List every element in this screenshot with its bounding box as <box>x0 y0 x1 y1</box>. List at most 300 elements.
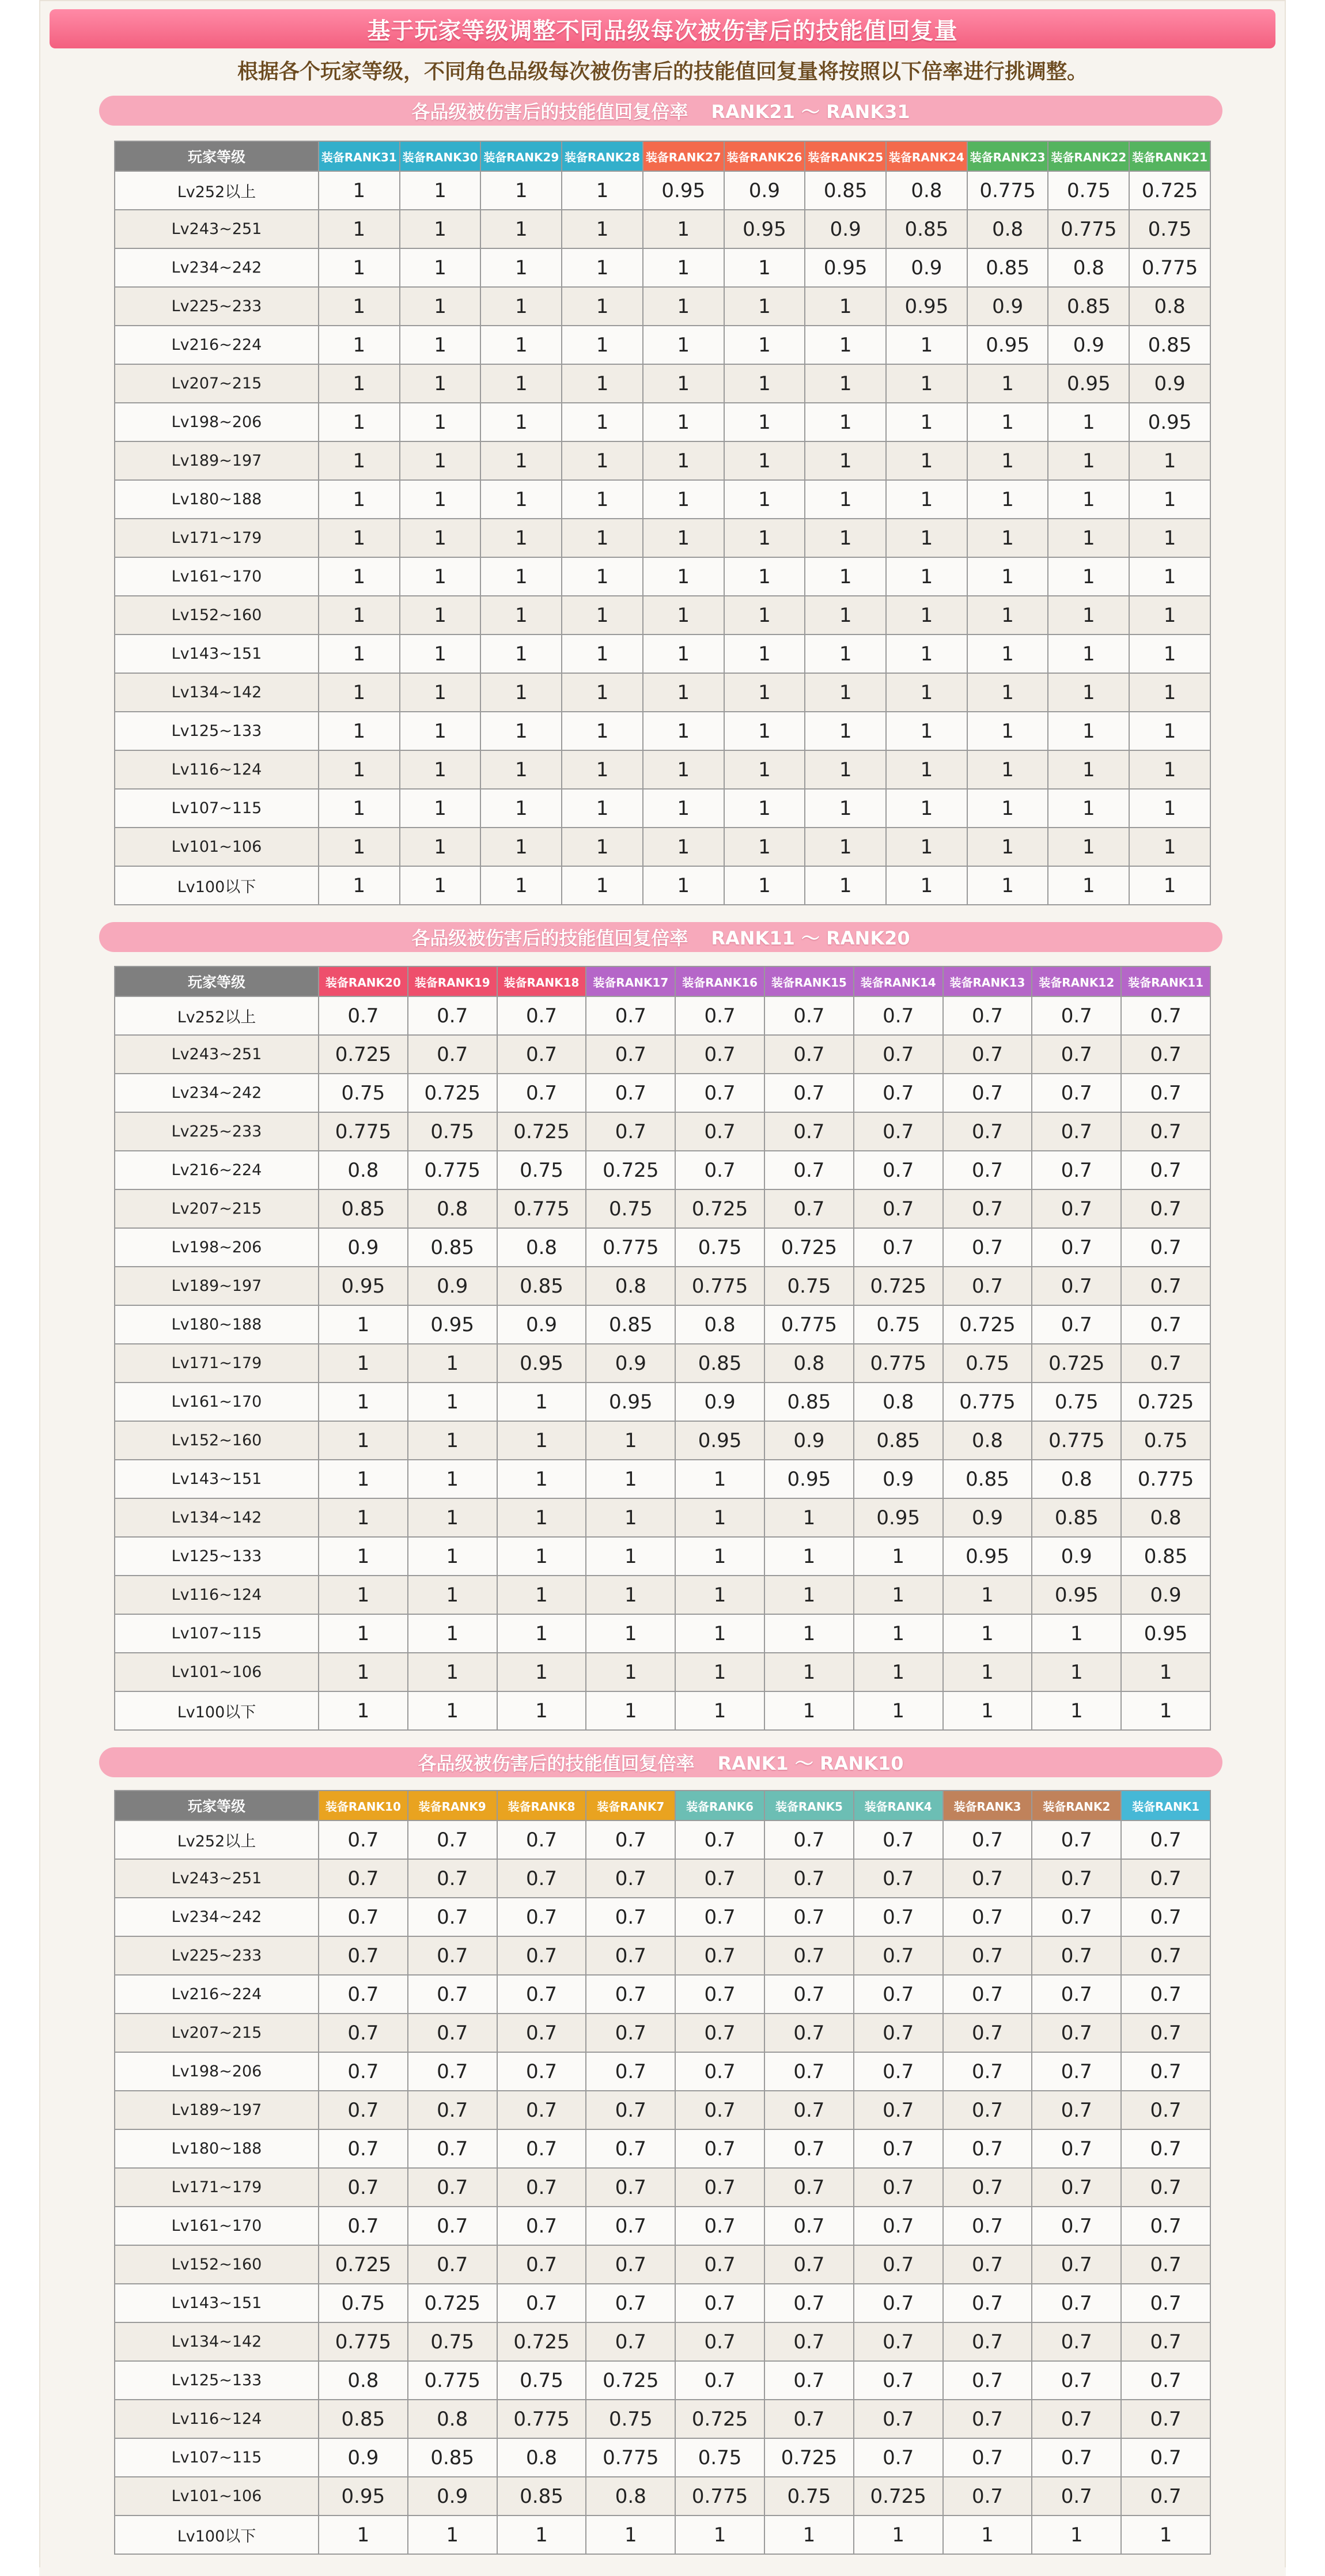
multiplier-cell: 0.7 <box>319 2014 408 2052</box>
multiplier-cell: 0.7 <box>1121 1936 1210 1975</box>
multiplier-cell: 1 <box>497 1421 586 1460</box>
multiplier-cell: 0.7 <box>675 1112 764 1151</box>
multiplier-cell: 0.725 <box>675 2400 764 2438</box>
table-row <box>115 2091 1210 2129</box>
multiplier-cell: 0.7 <box>1032 996 1121 1035</box>
multiplier-cell: 0.7 <box>497 1936 586 1975</box>
multiplier-cell: 1 <box>480 441 562 480</box>
multiplier-cell: 0.7 <box>586 1898 675 1936</box>
multiplier-cell: 1 <box>319 287 400 326</box>
multiplier-cell: 0.7 <box>1032 2477 1121 2515</box>
multiplier-cell: 0.8 <box>408 2400 497 2438</box>
multiplier-cell: 0.7 <box>675 2091 764 2129</box>
multiplier-cell: 1 <box>943 1653 1032 1691</box>
multiplier-cell: 0.7 <box>854 2091 943 2129</box>
section-title <box>99 922 1222 952</box>
table-row <box>115 2207 1210 2245</box>
table-row <box>115 1653 1210 1691</box>
multiplier-cell: 1 <box>724 287 805 326</box>
multiplier-cell: 0.7 <box>943 1898 1032 1936</box>
multiplier-cell: 1 <box>480 634 562 673</box>
multiplier-cell: 0.75 <box>497 2361 586 2400</box>
multiplier-cell: 0.7 <box>497 1898 586 1936</box>
multiplier-cell: 0.7 <box>319 1975 408 2014</box>
player-level-cell: Lv101~106 <box>115 2477 319 2515</box>
multiplier-cell: 0.9 <box>408 2477 497 2515</box>
multiplier-cell: 1 <box>724 557 805 596</box>
multiplier-cell: 1 <box>643 634 724 673</box>
table-row <box>115 210 1210 248</box>
multiplier-cell: 1 <box>1048 519 1129 557</box>
multiplier-cell: 1 <box>586 1460 675 1498</box>
player-level-cell: Lv161~170 <box>115 557 319 596</box>
multiplier-cell: 0.7 <box>943 2168 1032 2207</box>
multiplier-cell: 0.7 <box>675 1151 764 1189</box>
multiplier-cell: 1 <box>764 1691 854 1730</box>
multiplier-cell: 1 <box>1048 596 1129 634</box>
multiplier-cell: 0.7 <box>1032 2322 1121 2361</box>
multiplier-cell: 0.725 <box>319 2245 408 2284</box>
multiplier-cell: 0.7 <box>675 1035 764 1074</box>
multiplier-cell: 1 <box>400 210 481 248</box>
multiplier-cell: 0.7 <box>408 2091 497 2129</box>
player-level-cell: Lv101~106 <box>115 828 319 866</box>
multiplier-cell: 0.95 <box>497 1344 586 1383</box>
multiplier-cell: 1 <box>886 364 967 403</box>
multiplier-cell: 1 <box>586 1421 675 1460</box>
multiplier-cell: 0.7 <box>675 1859 764 1898</box>
page-frame-bottom <box>39 2567 1286 2576</box>
rank-table <box>114 966 1211 1731</box>
multiplier-cell: 1 <box>886 480 967 519</box>
multiplier-cell: 0.7 <box>854 1228 943 1267</box>
multiplier-cell: 0.7 <box>943 1975 1032 2014</box>
multiplier-cell: 0.75 <box>1129 210 1210 248</box>
multiplier-cell: 1 <box>319 403 400 441</box>
table-row <box>115 828 1210 866</box>
table-row <box>115 1898 1210 1936</box>
multiplier-cell: 1 <box>400 866 481 905</box>
table-row <box>115 1537 1210 1576</box>
multiplier-cell: 0.775 <box>319 1112 408 1151</box>
table-row <box>115 1151 1210 1189</box>
multiplier-cell: 0.7 <box>1032 1898 1121 1936</box>
multiplier-cell: 1 <box>497 1614 586 1653</box>
table-row <box>115 1460 1210 1498</box>
multiplier-cell: 0.7 <box>586 2245 675 2284</box>
multiplier-cell: 0.8 <box>319 2361 408 2400</box>
multiplier-cell: 1 <box>1129 828 1210 866</box>
multiplier-cell: 1 <box>319 634 400 673</box>
multiplier-cell: 0.85 <box>1032 1498 1121 1537</box>
rank-column-header: 装备RANK14 <box>854 966 943 996</box>
multiplier-cell: 1 <box>643 557 724 596</box>
multiplier-cell: 1 <box>1048 750 1129 789</box>
player-level-cell: Lv143~151 <box>115 1460 319 1498</box>
table-row <box>115 1614 1210 1653</box>
multiplier-cell: 0.95 <box>943 1537 1032 1576</box>
multiplier-cell: 0.7 <box>764 996 854 1035</box>
multiplier-cell: 1 <box>319 596 400 634</box>
multiplier-cell: 0.7 <box>497 2014 586 2052</box>
multiplier-cell: 1 <box>643 866 724 905</box>
multiplier-cell: 0.7 <box>764 2129 854 2168</box>
multiplier-cell: 0.7 <box>586 2284 675 2322</box>
multiplier-cell: 1 <box>805 557 886 596</box>
multiplier-cell: 1 <box>886 634 967 673</box>
rank-column-header: 装备RANK7 <box>586 1791 675 1820</box>
multiplier-cell: 0.9 <box>1032 1537 1121 1576</box>
table-row <box>115 2284 1210 2322</box>
player-level-cell: Lv171~179 <box>115 2168 319 2207</box>
multiplier-cell: 0.7 <box>943 2014 1032 2052</box>
multiplier-cell: 0.8 <box>764 1344 854 1383</box>
rank-column-header: 装备RANK4 <box>854 1791 943 1820</box>
multiplier-cell: 0.7 <box>764 1074 854 1112</box>
rank-column-header: 装备RANK6 <box>675 1791 764 1820</box>
multiplier-cell: 0.7 <box>408 2207 497 2245</box>
multiplier-cell: 1 <box>480 171 562 210</box>
multiplier-cell: 0.725 <box>943 1305 1032 1344</box>
multiplier-cell: 1 <box>586 1576 675 1614</box>
multiplier-cell: 0.7 <box>408 1859 497 1898</box>
multiplier-cell: 1 <box>480 403 562 441</box>
player-level-cell: Lv189~197 <box>115 1267 319 1305</box>
multiplier-cell: 1 <box>400 171 481 210</box>
multiplier-cell: 0.75 <box>943 1344 1032 1383</box>
multiplier-cell: 1 <box>724 326 805 364</box>
rank-column-header: 装备RANK31 <box>319 141 400 171</box>
multiplier-cell: 0.725 <box>408 2284 497 2322</box>
table-row <box>115 1859 1210 1898</box>
multiplier-cell: 0.85 <box>854 1421 943 1460</box>
multiplier-cell: 1 <box>805 789 886 828</box>
section-rank-range: RANK1 ～ RANK10 <box>717 1752 904 1774</box>
table-row <box>115 2168 1210 2207</box>
multiplier-cell: 1 <box>586 1653 675 1691</box>
multiplier-cell: 1 <box>943 1614 1032 1653</box>
player-level-cell: Lv101~106 <box>115 1653 319 1691</box>
multiplier-cell: 1 <box>319 673 400 712</box>
multiplier-cell: 1 <box>497 1691 586 1730</box>
multiplier-cell: 1 <box>724 248 805 287</box>
multiplier-cell: 0.7 <box>1121 2014 1210 2052</box>
rank-column-header: 装备RANK19 <box>408 966 497 996</box>
player-level-cell: Lv152~160 <box>115 2245 319 2284</box>
multiplier-cell: 0.9 <box>319 1228 408 1267</box>
multiplier-cell: 1 <box>1129 866 1210 905</box>
multiplier-cell: 0.75 <box>854 1305 943 1344</box>
page-subtitle: 根据各个玩家等级，不同角色品级每次被伤害后的技能值回复量将按照以下倍率进行挑调整。 <box>237 60 1088 84</box>
multiplier-cell: 1 <box>497 1576 586 1614</box>
multiplier-cell: 0.75 <box>586 1189 675 1228</box>
multiplier-cell: 0.7 <box>854 2361 943 2400</box>
player-level-cell: Lv207~215 <box>115 1189 319 1228</box>
multiplier-cell: 1 <box>724 364 805 403</box>
player-level-cell: Lv125~133 <box>115 712 319 750</box>
multiplier-cell: 1 <box>805 750 886 789</box>
multiplier-cell: 0.7 <box>764 1936 854 1975</box>
player-level-cell: Lv198~206 <box>115 1228 319 1267</box>
multiplier-cell: 0.7 <box>497 2284 586 2322</box>
multiplier-cell: 1 <box>805 326 886 364</box>
player-level-cell: Lv198~206 <box>115 2052 319 2091</box>
multiplier-cell: 1 <box>886 828 967 866</box>
multiplier-cell: 0.7 <box>408 1936 497 1975</box>
multiplier-cell: 1 <box>967 789 1048 828</box>
table-row <box>115 326 1210 364</box>
multiplier-cell: 0.7 <box>319 2052 408 2091</box>
multiplier-cell: 1 <box>643 673 724 712</box>
multiplier-cell: 0.7 <box>943 2361 1032 2400</box>
multiplier-cell: 0.7 <box>1121 2168 1210 2207</box>
multiplier-cell: 1 <box>1129 557 1210 596</box>
multiplier-cell: 1 <box>408 1383 497 1421</box>
multiplier-cell: 1 <box>967 750 1048 789</box>
multiplier-cell: 1 <box>319 1421 408 1460</box>
multiplier-cell: 1 <box>643 364 724 403</box>
multiplier-cell: 0.95 <box>1048 364 1129 403</box>
multiplier-cell: 1 <box>724 750 805 789</box>
table-row <box>115 712 1210 750</box>
multiplier-cell: 1 <box>675 1460 764 1498</box>
multiplier-cell: 0.7 <box>1121 2284 1210 2322</box>
multiplier-cell: 0.85 <box>497 1267 586 1305</box>
multiplier-cell: 1 <box>854 2515 943 2554</box>
multiplier-cell: 0.7 <box>854 1112 943 1151</box>
rank-column-header: 装备RANK3 <box>943 1791 1032 1820</box>
table-row <box>115 1498 1210 1537</box>
player-level-cell: Lv180~188 <box>115 1305 319 1344</box>
multiplier-cell: 0.7 <box>675 1975 764 2014</box>
multiplier-cell: 0.7 <box>764 1035 854 1074</box>
table-row <box>115 996 1210 1035</box>
multiplier-cell: 1 <box>886 403 967 441</box>
multiplier-cell: 1 <box>764 1537 854 1576</box>
multiplier-cell: 1 <box>319 1305 408 1344</box>
multiplier-cell: 0.85 <box>497 2477 586 2515</box>
multiplier-cell: 0.7 <box>854 1898 943 1936</box>
table-row <box>115 403 1210 441</box>
multiplier-cell: 1 <box>724 712 805 750</box>
multiplier-cell: 0.725 <box>586 1151 675 1189</box>
rank-column-header: 装备RANK24 <box>886 141 967 171</box>
multiplier-cell: 0.85 <box>967 248 1048 287</box>
multiplier-cell: 1 <box>319 1383 408 1421</box>
multiplier-cell: 0.7 <box>943 1228 1032 1267</box>
multiplier-cell: 0.725 <box>1121 1383 1210 1421</box>
multiplier-cell: 1 <box>886 519 967 557</box>
multiplier-cell: 0.7 <box>1121 1859 1210 1898</box>
multiplier-cell: 1 <box>319 1498 408 1537</box>
rank-column-header: 装备RANK10 <box>319 1791 408 1820</box>
multiplier-cell: 0.7 <box>943 2207 1032 2245</box>
multiplier-cell: 1 <box>675 1614 764 1653</box>
multiplier-cell: 0.775 <box>408 1151 497 1189</box>
multiplier-cell: 0.9 <box>497 1305 586 1344</box>
multiplier-cell: 1 <box>724 866 805 905</box>
multiplier-cell: 1 <box>408 1614 497 1653</box>
multiplier-cell: 1 <box>562 673 643 712</box>
multiplier-cell: 0.7 <box>675 2245 764 2284</box>
multiplier-cell: 0.85 <box>319 1189 408 1228</box>
multiplier-cell: 0.7 <box>854 1189 943 1228</box>
multiplier-cell: 0.7 <box>586 2207 675 2245</box>
multiplier-cell: 0.7 <box>854 1859 943 1898</box>
table-row <box>115 750 1210 789</box>
multiplier-cell: 1 <box>480 557 562 596</box>
multiplier-cell: 1 <box>480 750 562 789</box>
multiplier-cell: 0.7 <box>1032 1820 1121 1859</box>
multiplier-cell: 1 <box>400 480 481 519</box>
multiplier-cell: 1 <box>967 441 1048 480</box>
table-row <box>115 171 1210 210</box>
multiplier-cell: 1 <box>805 828 886 866</box>
multiplier-cell: 0.9 <box>1121 1576 1210 1614</box>
multiplier-cell: 0.7 <box>943 1112 1032 1151</box>
multiplier-cell: 1 <box>886 789 967 828</box>
multiplier-cell: 1 <box>497 2515 586 2554</box>
multiplier-cell: 1 <box>497 1653 586 1691</box>
multiplier-cell: 1 <box>562 596 643 634</box>
multiplier-cell: 1 <box>886 673 967 712</box>
multiplier-cell: 0.7 <box>319 1898 408 1936</box>
multiplier-cell: 1 <box>724 634 805 673</box>
multiplier-cell: 0.7 <box>675 996 764 1035</box>
multiplier-cell: 1 <box>586 2515 675 2554</box>
multiplier-cell: 0.7 <box>586 2091 675 2129</box>
multiplier-cell: 1 <box>1048 828 1129 866</box>
player-level-cell: Lv252以上 <box>115 1820 319 1859</box>
multiplier-cell: 0.7 <box>1121 2361 1210 2400</box>
multiplier-cell: 0.7 <box>1032 2284 1121 2322</box>
multiplier-cell: 0.7 <box>854 2284 943 2322</box>
multiplier-cell: 1 <box>805 673 886 712</box>
player-level-cell: Lv180~188 <box>115 2129 319 2168</box>
multiplier-cell: 1 <box>886 441 967 480</box>
multiplier-cell: 0.8 <box>319 1151 408 1189</box>
multiplier-cell: 1 <box>562 634 643 673</box>
multiplier-cell: 0.7 <box>408 2168 497 2207</box>
multiplier-cell: 1 <box>886 557 967 596</box>
multiplier-cell: 0.85 <box>943 1460 1032 1498</box>
table-row <box>115 2515 1210 2554</box>
table-row <box>115 596 1210 634</box>
multiplier-cell: 0.7 <box>1121 1189 1210 1228</box>
multiplier-cell: 0.7 <box>1032 2014 1121 2052</box>
multiplier-cell: 0.7 <box>854 1035 943 1074</box>
multiplier-cell: 1 <box>1032 1691 1121 1730</box>
multiplier-cell: 1 <box>562 866 643 905</box>
multiplier-cell: 1 <box>1121 1691 1210 1730</box>
multiplier-cell: 1 <box>319 1691 408 1730</box>
multiplier-cell: 1 <box>724 789 805 828</box>
multiplier-cell: 0.7 <box>497 1975 586 2014</box>
multiplier-cell: 1 <box>967 828 1048 866</box>
multiplier-cell: 0.7 <box>586 1820 675 1859</box>
multiplier-cell: 0.95 <box>408 1305 497 1344</box>
multiplier-cell: 0.95 <box>967 326 1048 364</box>
multiplier-cell: 1 <box>1129 480 1210 519</box>
multiplier-cell: 0.7 <box>1121 1267 1210 1305</box>
multiplier-cell: 1 <box>886 326 967 364</box>
multiplier-cell: 1 <box>319 364 400 403</box>
multiplier-cell: 0.7 <box>1121 2129 1210 2168</box>
multiplier-cell: 0.775 <box>497 1189 586 1228</box>
multiplier-cell: 1 <box>1129 673 1210 712</box>
multiplier-cell: 1 <box>1121 1653 1210 1691</box>
rank-column-header: 装备RANK12 <box>1032 966 1121 996</box>
section-title <box>99 1747 1222 1777</box>
multiplier-cell: 1 <box>319 248 400 287</box>
multiplier-cell: 1 <box>1032 2515 1121 2554</box>
multiplier-cell: 0.7 <box>1032 2091 1121 2129</box>
multiplier-cell: 1 <box>400 248 481 287</box>
table-header-row <box>115 1791 1210 1820</box>
multiplier-cell: 0.75 <box>1048 171 1129 210</box>
multiplier-cell: 0.7 <box>675 2361 764 2400</box>
multiplier-cell: 1 <box>408 1576 497 1614</box>
multiplier-cell: 1 <box>586 1691 675 1730</box>
multiplier-cell: 0.7 <box>1032 1267 1121 1305</box>
player-level-cell: Lv116~124 <box>115 1576 319 1614</box>
multiplier-cell: 0.7 <box>764 1975 854 2014</box>
multiplier-cell: 0.7 <box>854 1975 943 2014</box>
multiplier-cell: 1 <box>967 712 1048 750</box>
multiplier-cell: 0.775 <box>1129 248 1210 287</box>
player-level-cell: Lv125~133 <box>115 1537 319 1576</box>
player-level-cell: Lv171~179 <box>115 1344 319 1383</box>
multiplier-cell: 1 <box>1048 480 1129 519</box>
multiplier-cell: 0.7 <box>764 2361 854 2400</box>
multiplier-cell: 0.7 <box>1032 2438 1121 2477</box>
multiplier-cell: 0.95 <box>586 1383 675 1421</box>
multiplier-cell: 0.75 <box>764 2477 854 2515</box>
multiplier-cell: 1 <box>480 287 562 326</box>
multiplier-cell: 0.7 <box>497 2052 586 2091</box>
multiplier-cell: 1 <box>764 1653 854 1691</box>
multiplier-cell: 1 <box>854 1576 943 1614</box>
multiplier-cell: 0.75 <box>675 2438 764 2477</box>
multiplier-cell: 1 <box>319 2515 408 2554</box>
multiplier-cell: 0.7 <box>497 2091 586 2129</box>
multiplier-cell: 0.7 <box>408 1975 497 2014</box>
multiplier-cell: 0.7 <box>497 2245 586 2284</box>
multiplier-cell: 1 <box>854 1653 943 1691</box>
multiplier-cell: 1 <box>562 789 643 828</box>
rank-column-header: 装备RANK11 <box>1121 966 1210 996</box>
multiplier-cell: 1 <box>724 480 805 519</box>
multiplier-cell: 1 <box>562 248 643 287</box>
rank-column-header: 装备RANK8 <box>497 1791 586 1820</box>
multiplier-cell: 0.9 <box>724 171 805 210</box>
multiplier-cell: 0.725 <box>675 1189 764 1228</box>
multiplier-cell: 0.8 <box>497 2438 586 2477</box>
player-level-cell: Lv100以下 <box>115 1691 319 1730</box>
table-row <box>115 1691 1210 1730</box>
multiplier-cell: 0.95 <box>1032 1576 1121 1614</box>
multiplier-cell: 1 <box>805 712 886 750</box>
multiplier-cell: 0.7 <box>854 2168 943 2207</box>
table-row <box>115 2052 1210 2091</box>
multiplier-cell: 1 <box>480 480 562 519</box>
player-level-cell: Lv134~142 <box>115 673 319 712</box>
multiplier-cell: 1 <box>1032 1614 1121 1653</box>
multiplier-cell: 1 <box>562 210 643 248</box>
multiplier-cell: 1 <box>319 326 400 364</box>
multiplier-cell: 0.7 <box>586 1035 675 1074</box>
multiplier-cell: 0.7 <box>764 2168 854 2207</box>
